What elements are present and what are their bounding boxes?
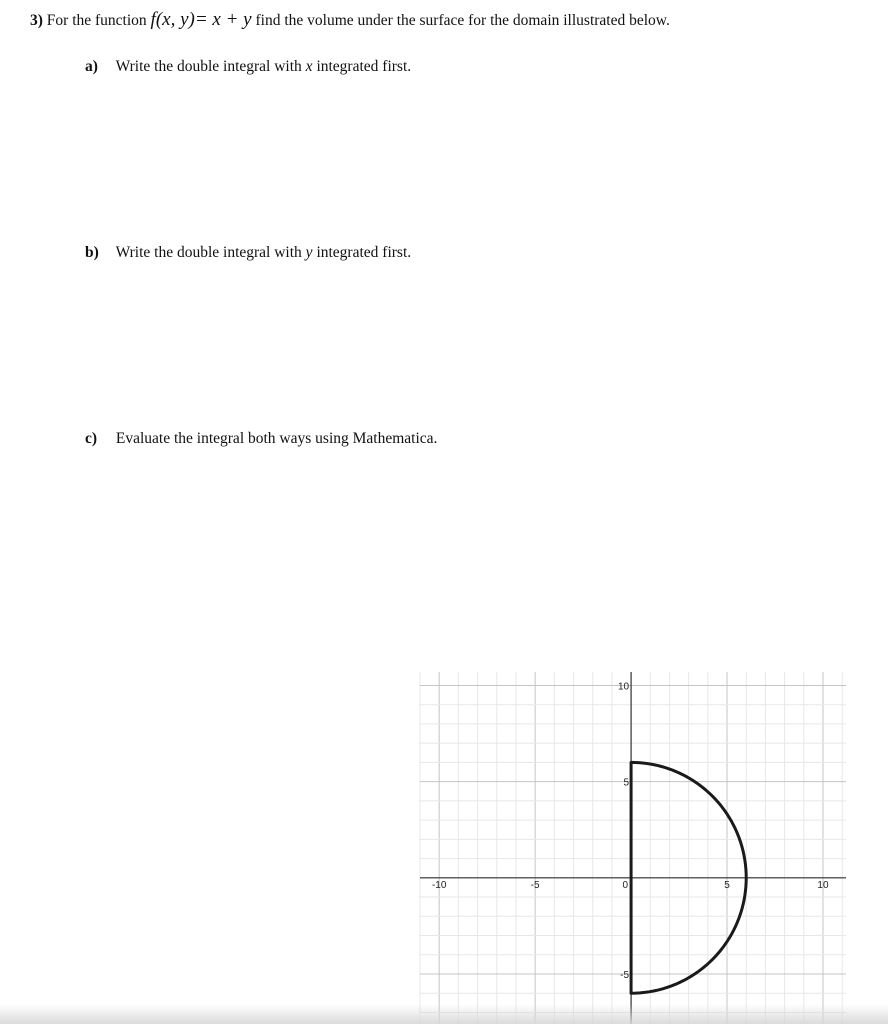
function-args: (x, y) [155, 9, 195, 30]
function-name: f [150, 9, 156, 30]
y-tick-label: -5 [620, 969, 630, 981]
part-b-text-after: integrated first. [316, 244, 412, 261]
x-tick-label: -10 [431, 879, 447, 891]
part-c-label: c) [85, 430, 98, 447]
part-a-var: x [305, 58, 313, 75]
bottom-fade [0, 1004, 888, 1024]
part-b-label: b) [85, 244, 99, 261]
part-a-text-before: Write the double integral with [115, 58, 302, 75]
x-tick-label: 10 [817, 879, 829, 891]
part-a-label: a) [85, 58, 98, 75]
y-tick-label: 10 [617, 681, 630, 693]
part-c-text: Evaluate the integral both ways using Mathematica. [115, 430, 438, 447]
question-number: 3) [30, 12, 43, 29]
question-rest: find the volume under the surface for the domain illustrated below. [255, 12, 670, 29]
x-tick-label: 0 [622, 879, 629, 891]
function-rhs: = x + y [194, 9, 252, 30]
part-a-text-after: integrated first. [316, 58, 412, 75]
part-b-var: y [305, 244, 313, 261]
y-tick-label: 5 [623, 777, 630, 789]
x-tick-label: -5 [530, 879, 540, 891]
question-intro: For the function [46, 12, 147, 29]
part-b-text-before: Write the double integral with [115, 244, 302, 261]
x-tick-label: 5 [724, 879, 730, 891]
